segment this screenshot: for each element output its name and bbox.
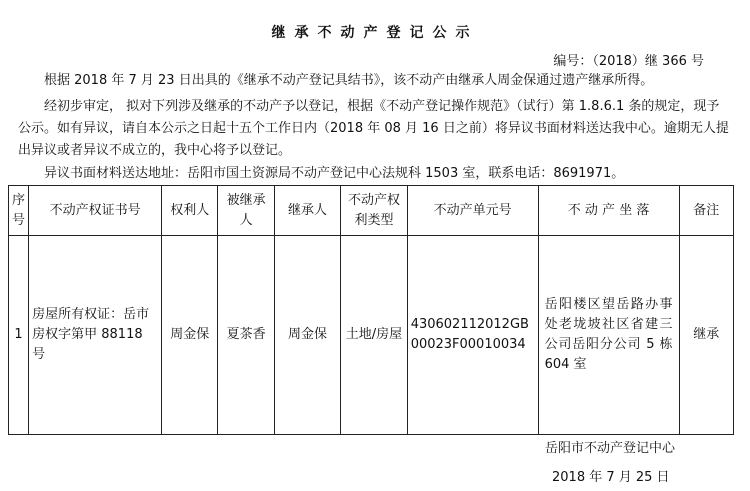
paragraph-notice: 经初步审定， 拟对下列涉及继承的不动产予以登记，根据《不动产登记操作规范》（试行）第 1.8.6.1 条的规定，现予公示。如有异议，请自本公示之日起十五个工作日内（2018 年 08 月 16 日之前）将异议书面材料送达我中心。逾期无人提出异议或者异议不成立的，我中心将予以登记。 <box>18 99 729 158</box>
table-row <box>9 236 734 435</box>
page-title: 继承不动产登记公示 <box>271 25 479 41</box>
paragraph-basis: 根据 2018 年 7 月 23 日出具的《继承不动产登记具结书》，该不动产由继承人周金保通过遗产继承所得。 <box>44 73 654 88</box>
header-right-type: 不动产权利类型 <box>341 186 407 236</box>
header-remark: 备注 <box>679 186 733 236</box>
header-location: 不 动 产 坐 落 <box>538 186 679 236</box>
cell-heir: 周金保 <box>274 236 340 435</box>
cell-location: 岳阳楼区望岳路办事处老垅坡社区省建三公司岳阳分公司 5 栋 604 室 <box>538 236 679 435</box>
header-deceased: 被继承人 <box>218 186 274 236</box>
cell-right-type: 土地/房屋 <box>341 236 407 435</box>
footer-date: 2018 年 7 月 25 日 <box>552 470 670 485</box>
paragraph-address: 异议书面材料送达地址：岳阳市国土资源局不动产登记中心法规科 1503 室，联系电话：8691971。 <box>44 166 625 181</box>
footer-organization: 岳阳市不动产登记中心 <box>545 441 676 456</box>
header-unit: 不动产单元号 <box>407 186 538 236</box>
cell-remark: 继承 <box>679 236 733 435</box>
table-header-row <box>9 186 734 236</box>
document-number: 编号：（2018）继 366 号 <box>553 54 704 69</box>
cell-cert: 房屋所有权证：岳市房权字第甲 88118 号 <box>29 236 162 435</box>
header-heir: 继承人 <box>274 186 340 236</box>
cell-unit: 430602112012GB00023F00010034 <box>407 236 538 435</box>
header-owner: 权利人 <box>162 186 218 236</box>
header-seq: 序号 <box>9 186 29 236</box>
cell-seq: 1 <box>9 236 29 435</box>
cell-deceased: 夏茶香 <box>218 236 274 435</box>
cell-owner: 周金保 <box>162 236 218 435</box>
header-cert: 不动产权证书号 <box>29 186 162 236</box>
registration-table <box>8 185 734 435</box>
